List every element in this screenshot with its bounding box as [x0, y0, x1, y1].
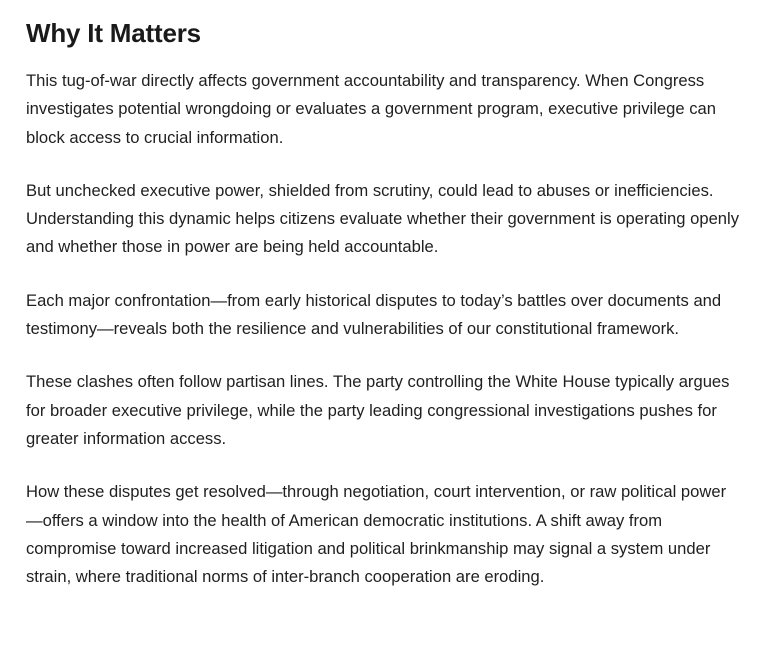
section-heading: Why It Matters [26, 18, 201, 48]
paragraph-partisan-lines: These clashes often follow partisan lines. The party controlling the White House typically argues for broader executive privilege, while the party leading congressional investigations pushes for greater information access. [26, 372, 730, 448]
paragraph-confrontation: Each major confrontation—from early historical disputes to today’s battles over documents and testimony—reveals both the resilience and vulnerabilities of our constitutional framework. [26, 290, 722, 339]
paragraph-accountability: This tug-of-war directly affects government accountability and transparency. When Congress investigates potential wrongdoing or evaluates a government program, executive privilege can block access to crucial information. [26, 71, 716, 147]
paragraph-resolution: How these disputes get resolved—through negotiation, court intervention, or raw political power—offers a window into the health of American democratic institutions. A shift away from compromise toward increased litigation and political brinkmanship may signal a system under strain, where traditional norms of inter-branch cooperation are eroding. [26, 482, 727, 587]
paragraph-unchecked-power: But unchecked executive power, shielded from scrutiny, could lead to abuses or inefficiencies. Understanding this dynamic helps citizens evaluate whether their government is operating openly and whether those in power are being held accountable. [26, 180, 740, 257]
